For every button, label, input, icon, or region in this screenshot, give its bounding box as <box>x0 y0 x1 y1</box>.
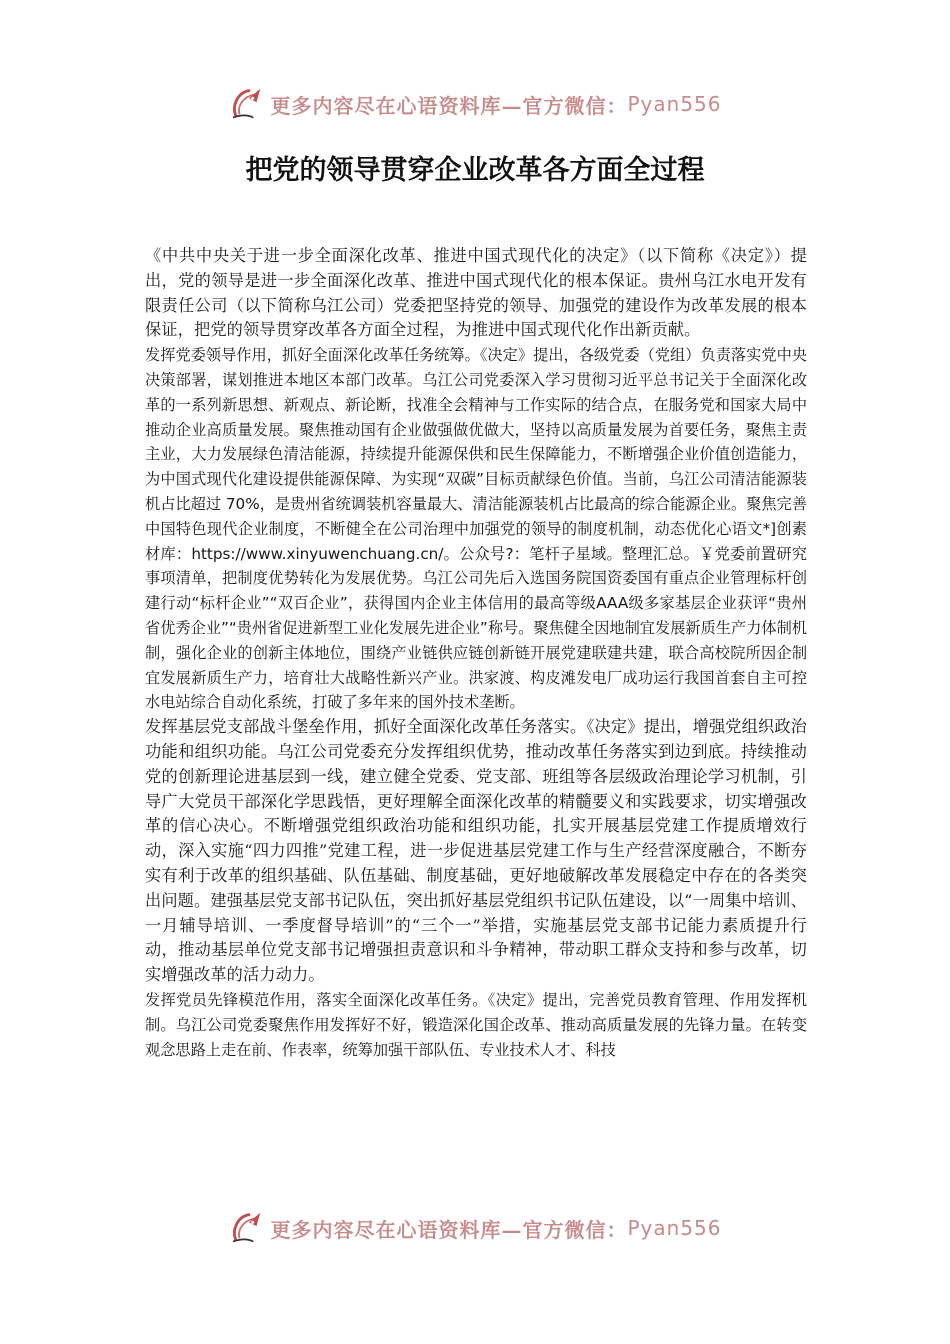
footer-banner-id: Pyan556 <box>627 1216 722 1240</box>
document-title: 把党的领导贯穿企业改革各方面全过程 <box>245 155 705 186</box>
footer-banner <box>0 1206 950 1250</box>
header-banner-text: 更多内容尽在心语资料库—官方微信： <box>270 93 628 118</box>
header-banner-id: Pyan556 <box>627 92 722 116</box>
footer-banner-text: 更多内容尽在心语资料库—官方微信： <box>270 1217 628 1242</box>
paragraph-3: 发挥基层党支部战斗堡垒作用，抓好全面深化改革任务落实。《决定》提出，增强党组织政治功能和组织功能。乌江公司党委充分发挥组织优势，推动改革任务落实到边到底。持续推动党的创新理论进基层到一线，建立健全党委、党支部、班组等各层级政治理论学习机制，引导广大党员干部深化学思践悟，更好理解全面深化改革的精髓要义和实践要求，切实增强改革的信心决心。不断增强党组织政治功能和组织功能，扎实开展基层党建工作提质增效行动，深入实施“四力四推”党建工程，进一步促进基层党建工作与生产经营深度融合，不断夯实有利于改革的组织基础、队伍基础、制度基础，更好地破解改革发展稳定中存在的各类突出问题。建强基层党支部书记队伍，突出抓好基层党组织书记队伍建设，以“一周集中培训、一月辅导培训、一季度督导培训”的“三个一”举措，实施基层党支部书记能力素质提升行动，推动基层单位党支部书记增强担责意识和斗争精神，带动职工群众支持和参与改革，切实增强改革的活力动力。 <box>145 717 807 985</box>
paragraph-2: 发挥党委领导作用，抓好全面深化改革任务统筹。《决定》提出，各级党委（党组）负责落实党中央决策部署，谋划推进本地区本部门改革。乌江公司党委深入学习贯彻习近平总书记关于全面深化改革的一系列新思想、新观点、新论断，找准全会精神与工作实际的结合点，在服务党和国家大局中推动企业高质量发展。聚焦推动国有企业做强做优做大，坚持以高质量发展为首要任务，聚焦主责主业，大力发展绿色清洁能源，持续提升能源保供和民生保障能力，不断增强企业价值创造能力，为中国式现代化建设提供能源保障、为实现“双碳”目标贡献绿色价值。当前，乌江公司清洁能源装机占比超过 70%，是贵州省统调装机容量最大、清洁能源装机占比最高的综合能源企业。聚焦完善中国特色现代企业制度，不断健全在公司治理中加强党的领导的制度机制，动态优化心语文*]创素材库：https://www.xinyuwenchuang.cn/。公众号?：笔杆子星域。整理汇总。￥党委前置研究事项清单，把制度优势转化为发展优势。乌江公司先后入选国务院国资委国有重点企业管理标杆创建行动“标杆企业”“双百企业”，获得国内企业主体信用的最高等级AAA级多家基层企业获评“贵州省优秀企业”“贵州省促进新型工业化发展先进企业”称号。聚焦健全因地制宜发展新质生产力体制机制，强化企业的创新主体地位，围绕产业链供应链创新链开展党建联建共建，联合高校院所因企制宜发展新质生产力，培育壮大战略性新兴产业。洪家渡、构皮滩发电厂成功运行我国首套自主可控水电站综合自动化系统，打破了多年来的国外技术垄断。 <box>145 346 807 712</box>
document-body <box>145 244 807 1062</box>
pen-nib-logo-icon <box>228 1209 266 1247</box>
paragraph-1: 《中共中央关于进一步全面深化改革、推进中国式现代化的决定》（以下简称《决定》）提出，党的领导是进一步全面深化改革、推进中国式现代化的根本保证。贵州乌江水电开发有限责任公司（以下简称乌江公司）党委把坚持党的领导、加强党的建设作为改革发展的根本保证，把党的领导贯穿改革各方面全过程，为推进中国式现代化作出新贡献。 <box>145 246 807 340</box>
pen-nib-logo-icon <box>228 85 266 123</box>
header-banner <box>0 82 950 126</box>
paragraph-4: 发挥党员先锋模范作用，落实全面深化改革任务。《决定》提出，完善党员教育管理、作用发挥机制。乌江公司党委聚焦作用发挥好不好，锻造深化国企改革、推动高质量发展的先锋力量。在转变观念思路上走在前、作表率，统筹加强干部队伍、专业技术人才、科技 <box>145 990 807 1059</box>
